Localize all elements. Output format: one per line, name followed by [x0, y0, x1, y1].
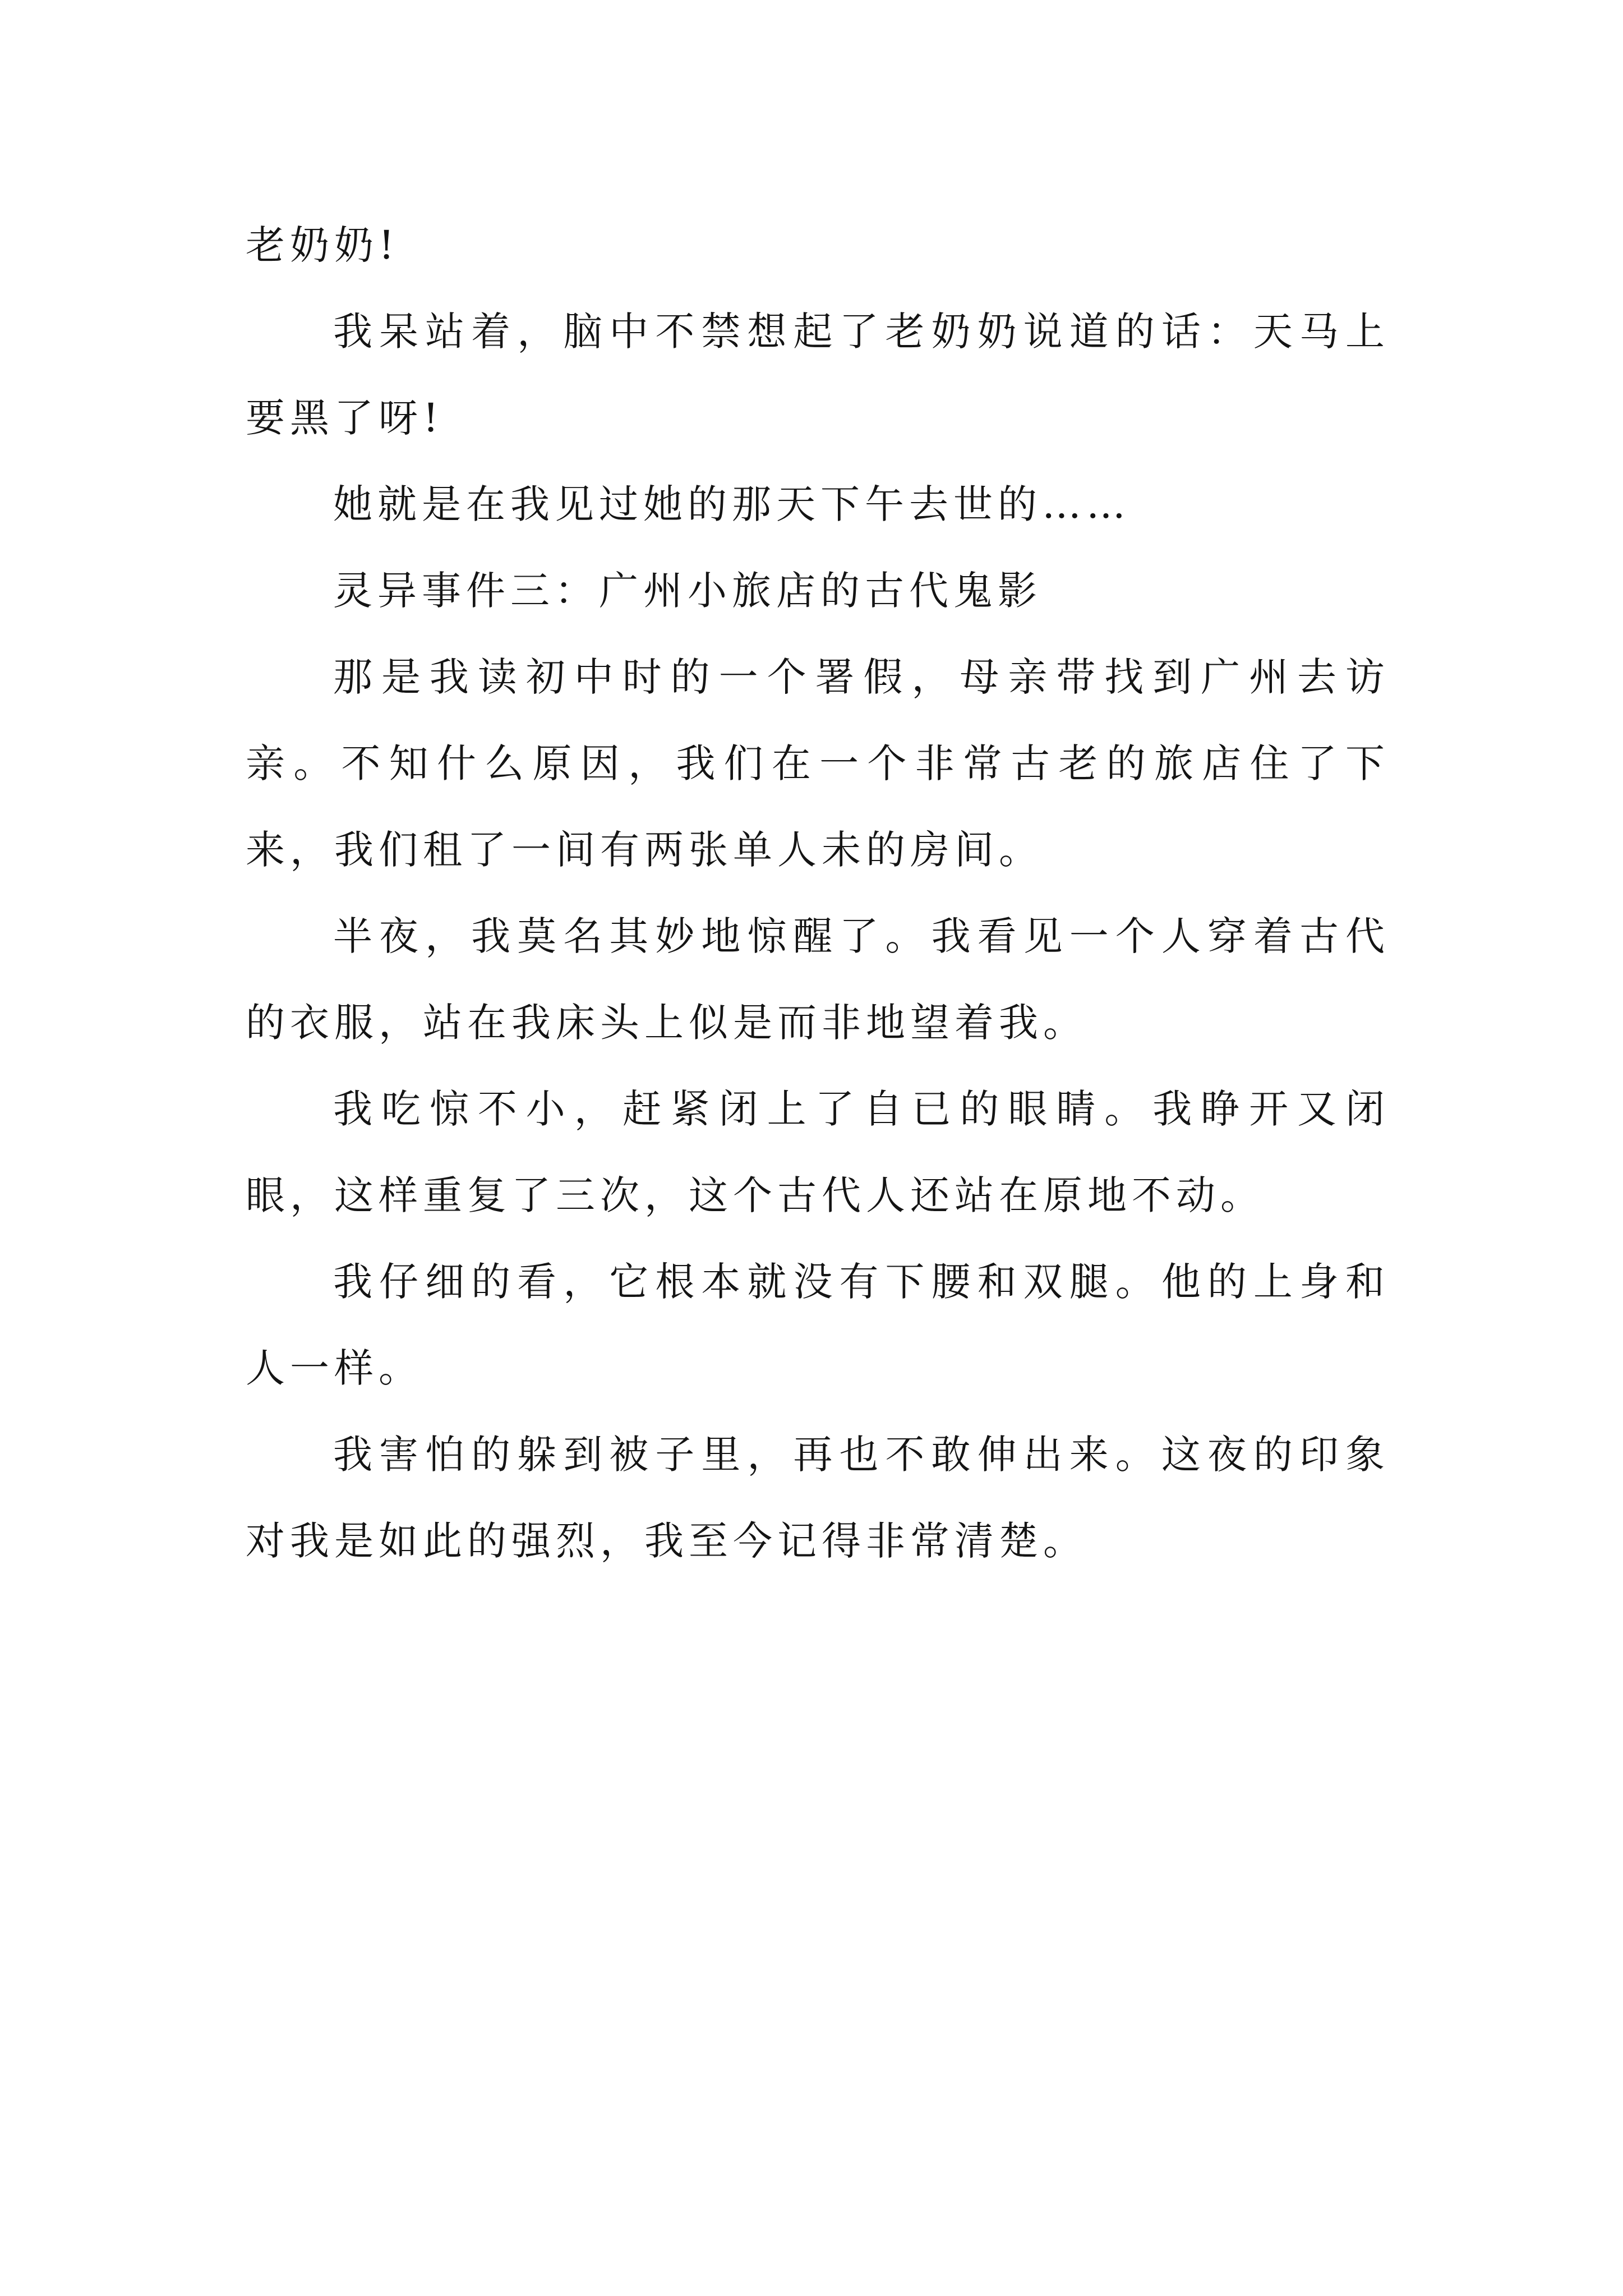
- paragraph-7: 我吃惊不小，赶紧闭上了自已的眼睛。我睁开又闭眼，这样重复了三次，这个古代人还站在原地不动。: [246, 1086, 1390, 1218]
- section-heading: 灵异事件三：广州小旅店的古代鬼影: [333, 568, 1042, 614]
- paragraph-9: 我害怕的躲到被子里，再也不敢伸出来。这夜的印象对我是如此的强烈，我至今记得非常清楚。: [246, 1432, 1390, 1564]
- paragraph-3: 她就是在我见过她的那天下午去世的……: [333, 481, 1131, 527]
- paragraph-8: 我仔细的看，它根本就没有下腰和双腿。他的上身和人一样。: [246, 1259, 1390, 1391]
- paragraph-5: 那是我读初中时的一个署假，母亲带找到广州去访亲。不知什么原因，我们在一个非常古老的旅店住了下来，我们租了一间有两张单人未的房间。: [246, 654, 1390, 873]
- paragraph-6: 半夜，我莫名其妙地惊醒了。我看见一个人穿着古代的衣服，站在我床头上似是而非地望着我。: [246, 913, 1390, 1046]
- body-text: [246, 202, 1390, 1584]
- paragraph-1: 老奶奶!: [246, 222, 400, 268]
- paragraph-2: 我呆站着，脑中不禁想起了老奶奶说道的话：天马上要黑了呀!: [246, 309, 1390, 441]
